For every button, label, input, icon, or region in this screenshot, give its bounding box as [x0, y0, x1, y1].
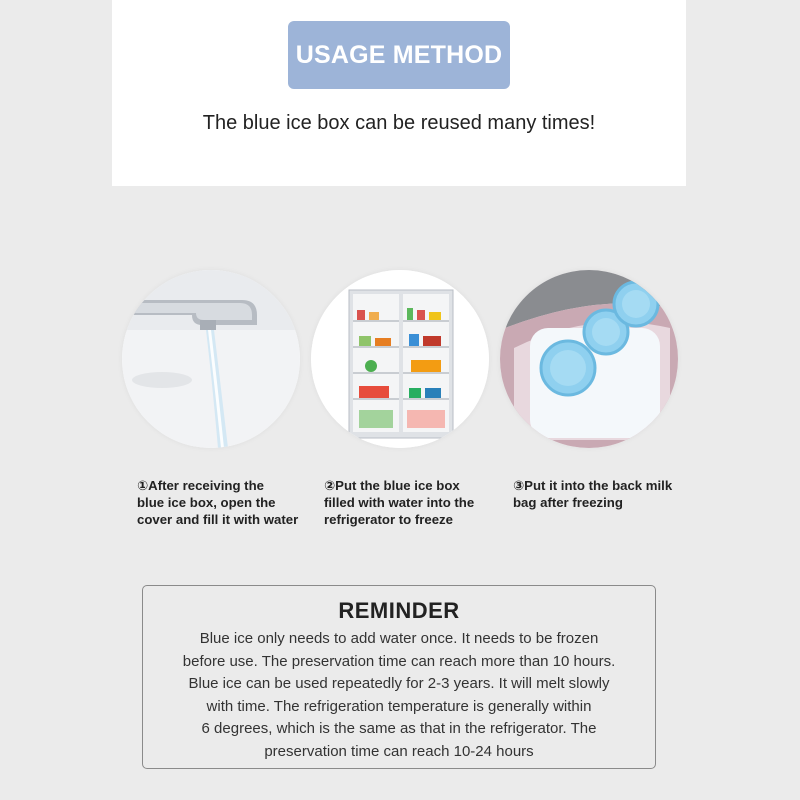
reminder-line: Blue ice can be used repeatedly for 2-3 years. It will melt slowly	[188, 675, 610, 692]
page-title: USAGE METHOD	[288, 21, 510, 89]
faucet-image	[122, 270, 300, 448]
step-1-line-3: cover and fill it with water	[137, 512, 299, 527]
step-1-line-2: blue ice box, open the	[137, 495, 276, 510]
reminder-line: with time. The refrigeration temperature is generally within	[206, 697, 592, 715]
reminder-box	[142, 585, 656, 769]
step-2-line-3: refrigerator to freeze	[324, 512, 453, 527]
reminder-line: 6 degrees, which is the same as that in the refrigerator. The	[201, 720, 597, 737]
subtitle: The blue ice box can be reused many times!	[202, 112, 596, 134]
step-2-line-1: ②Put the blue ice box	[324, 478, 460, 493]
reminder-title: REMINDER	[338, 598, 460, 623]
step-3-text	[513, 477, 672, 511]
step-3-line-1: ③Put it into the back milk	[513, 478, 673, 493]
reminder-line: Blue ice only needs to add water once. It needs to be frozen	[199, 630, 599, 647]
step-2-text	[324, 477, 474, 528]
step-3-line-2: bag after freezing	[513, 495, 623, 510]
step-2-line-2: filled with water into the	[324, 495, 475, 510]
milk-bag-image	[500, 270, 678, 448]
step-1-text	[137, 477, 298, 528]
step-1-line-1: ①After receiving the	[137, 478, 264, 493]
refrigerator-image	[311, 270, 489, 448]
reminder-line: preservation time can reach 10-24 hours	[264, 742, 534, 760]
reminder-body	[143, 628, 655, 763]
reminder-line: before use. The preservation time can reach more than 10 hours.	[182, 652, 616, 670]
